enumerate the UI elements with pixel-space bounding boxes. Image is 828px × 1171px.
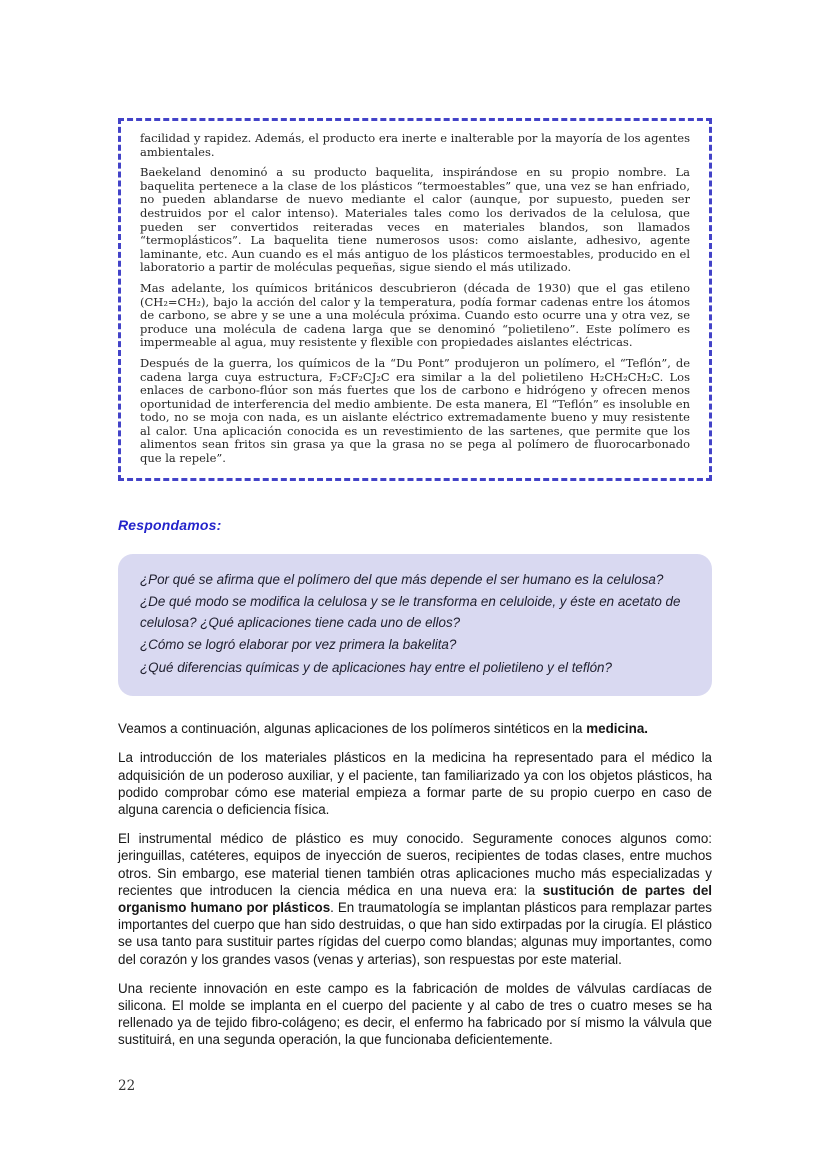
respondamos-heading: Respondamos:: [118, 516, 222, 533]
question-item-3: ¿Cómo se logró elaborar por vez primera la bakelita?: [140, 637, 457, 653]
content-column: [118, 118, 712, 1049]
reading-excerpt-box: [118, 118, 712, 481]
excerpt-paragraph-2: Baekeland denominó a su producto baquelita, inspirándose en su propio nombre. La baquelita pertenece a la clase de los plásticos “termoestables” que, una vez se han enfriado, no pueden ablandarse de nuevo mediante el calor (aunque, por supuesto, pueden ser destruidos por el calor intenso). Materiales tales como los derivados de la celulosa, que pueden ser convertidos reiteradas veces en materiales blandos, son llamados “termoplásticos”. La baquelita tiene numerosos usos: como aislante, adhesivo, agente laminante, etc. Aun cuando es el más antiguo de los plásticos termoestables, producido en el laboratorio a partir de moléculas pequeñas, sigue siendo el más utilizado.: [140, 165, 690, 275]
body-paragraph-3-bold: sustitución de partes del organismo humano por plásticos: [118, 882, 713, 915]
body-paragraph-3: [118, 830, 712, 968]
body-paragraph-2: La introducción de los materiales plásticos en la medicina ha representado para el médico la adquisición de un poderoso auxiliar, y el paciente, tan familiarizado ya con los objetos plásticos, ha podido comprobar cómo ese material empieza a formar parte de su propio cuerpo en caso de alguna carencia o deficiencia física.: [118, 750, 712, 817]
page-number: 22: [118, 1078, 136, 1094]
question-item-1: ¿Por qué se afirma que el polímero del que más depende el ser humano es la celulosa?: [140, 571, 664, 587]
body-paragraph-4: Una reciente innovación en este campo es la fabricación de moldes de válvulas cardíacas de silicona. El molde se implanta en el cuerpo del paciente y al cabo de tres o cuatro meses se ha rellenado ya de tejido fibro-colágeno; es decir, el enfermo ha fabricado por sí mismo la válvula que sustituirá, en una segunda operación, la que funcionaba deficientemente.: [118, 980, 712, 1048]
excerpt-paragraph-1: facilidad y rapidez. Además, el producto era inerte e inalterable por la mayoría de los agentes ambientales.: [140, 131, 690, 159]
body-paragraph-1-bold: medicina.: [586, 721, 648, 737]
body-paragraph-1: [118, 720, 712, 737]
body-paragraph-3-text-pre: El instrumental médico de plástico es muy conocido. Seguramente conoces algunos como: jeringuillas, catéteres, equipos de inyección de sueros, recipientes de todas clases, entre muchos otros. Sin embargo, ese material tienen también otras aplicaciones mucho más especializadas y recientes que introducen la ciencia médica en una nueva era: la: [118, 831, 712, 898]
body-paragraph-1-text: Veamos a continuación, algunas aplicaciones de los polímeros sintéticos en la: [118, 721, 587, 737]
questions-panel: [118, 554, 712, 697]
body-paragraph-3-text-post: . En traumatología se implantan plásticos para remplazar partes importantes del cuerpo que han sido destruidas, o que han sido extirpadas por la cirugía. El plástico se usa tanto para sustituir partes rígidas del cuerpo como blandas; algunas muy importantes, como del corazón y los grandes vasos (venas y arterias), son respuestas por este material.: [118, 899, 712, 967]
question-item-2: ¿De qué modo se modifica la celulosa y se le transforma en celuloide, y éste en acetato de celulosa? ¿Qué aplicaciones tiene cada uno de ellos?: [140, 594, 681, 630]
excerpt-paragraph-4: Después de la guerra, los químicos de la “Du Pont” produjeron un polímero, el “Teflón”, de cadena larga cuya estructura, F₂CF₂CJ₂C era similar a la del polietileno H₂CH₂CH₂C. Los enlaces de carbono-flúor son más fuertes que los de carbono e hidrógeno y ofrecen menos oportunidad de interferencia del medio ambiente. De esta manera, El “Teflón” es insoluble en todo, no se moja con nada, es un aislante eléctrico extremadamente bueno y muy resistente al calor. Una aplicación conocida es un revestimiento de las sartenes, que permite que los alimentos sean fritos sin grasa ya que la grasa no se pega al polímero de fluorocarbonado que la repele”.: [140, 355, 690, 466]
question-item-4: ¿Qué diferencias químicas y de aplicaciones hay entre el polietileno y el teflón?: [140, 659, 612, 675]
excerpt-paragraph-3: Mas adelante, los químicos británicos descubrieron (década de 1930) que el gas etileno (CH₂=CH₂), bajo la acción del calor y la temperatura, podía formar cadenas entre los átomos de carbono, se abre y se une a una molécula próxima. Cuando esto ocurre una y otra vez, se produce una molécula de cadena larga que se denominó “polietileno”. Este polímero es impermeable al agua, muy resistente y flexible con propiedades aislantes eléctricas.: [140, 280, 690, 350]
